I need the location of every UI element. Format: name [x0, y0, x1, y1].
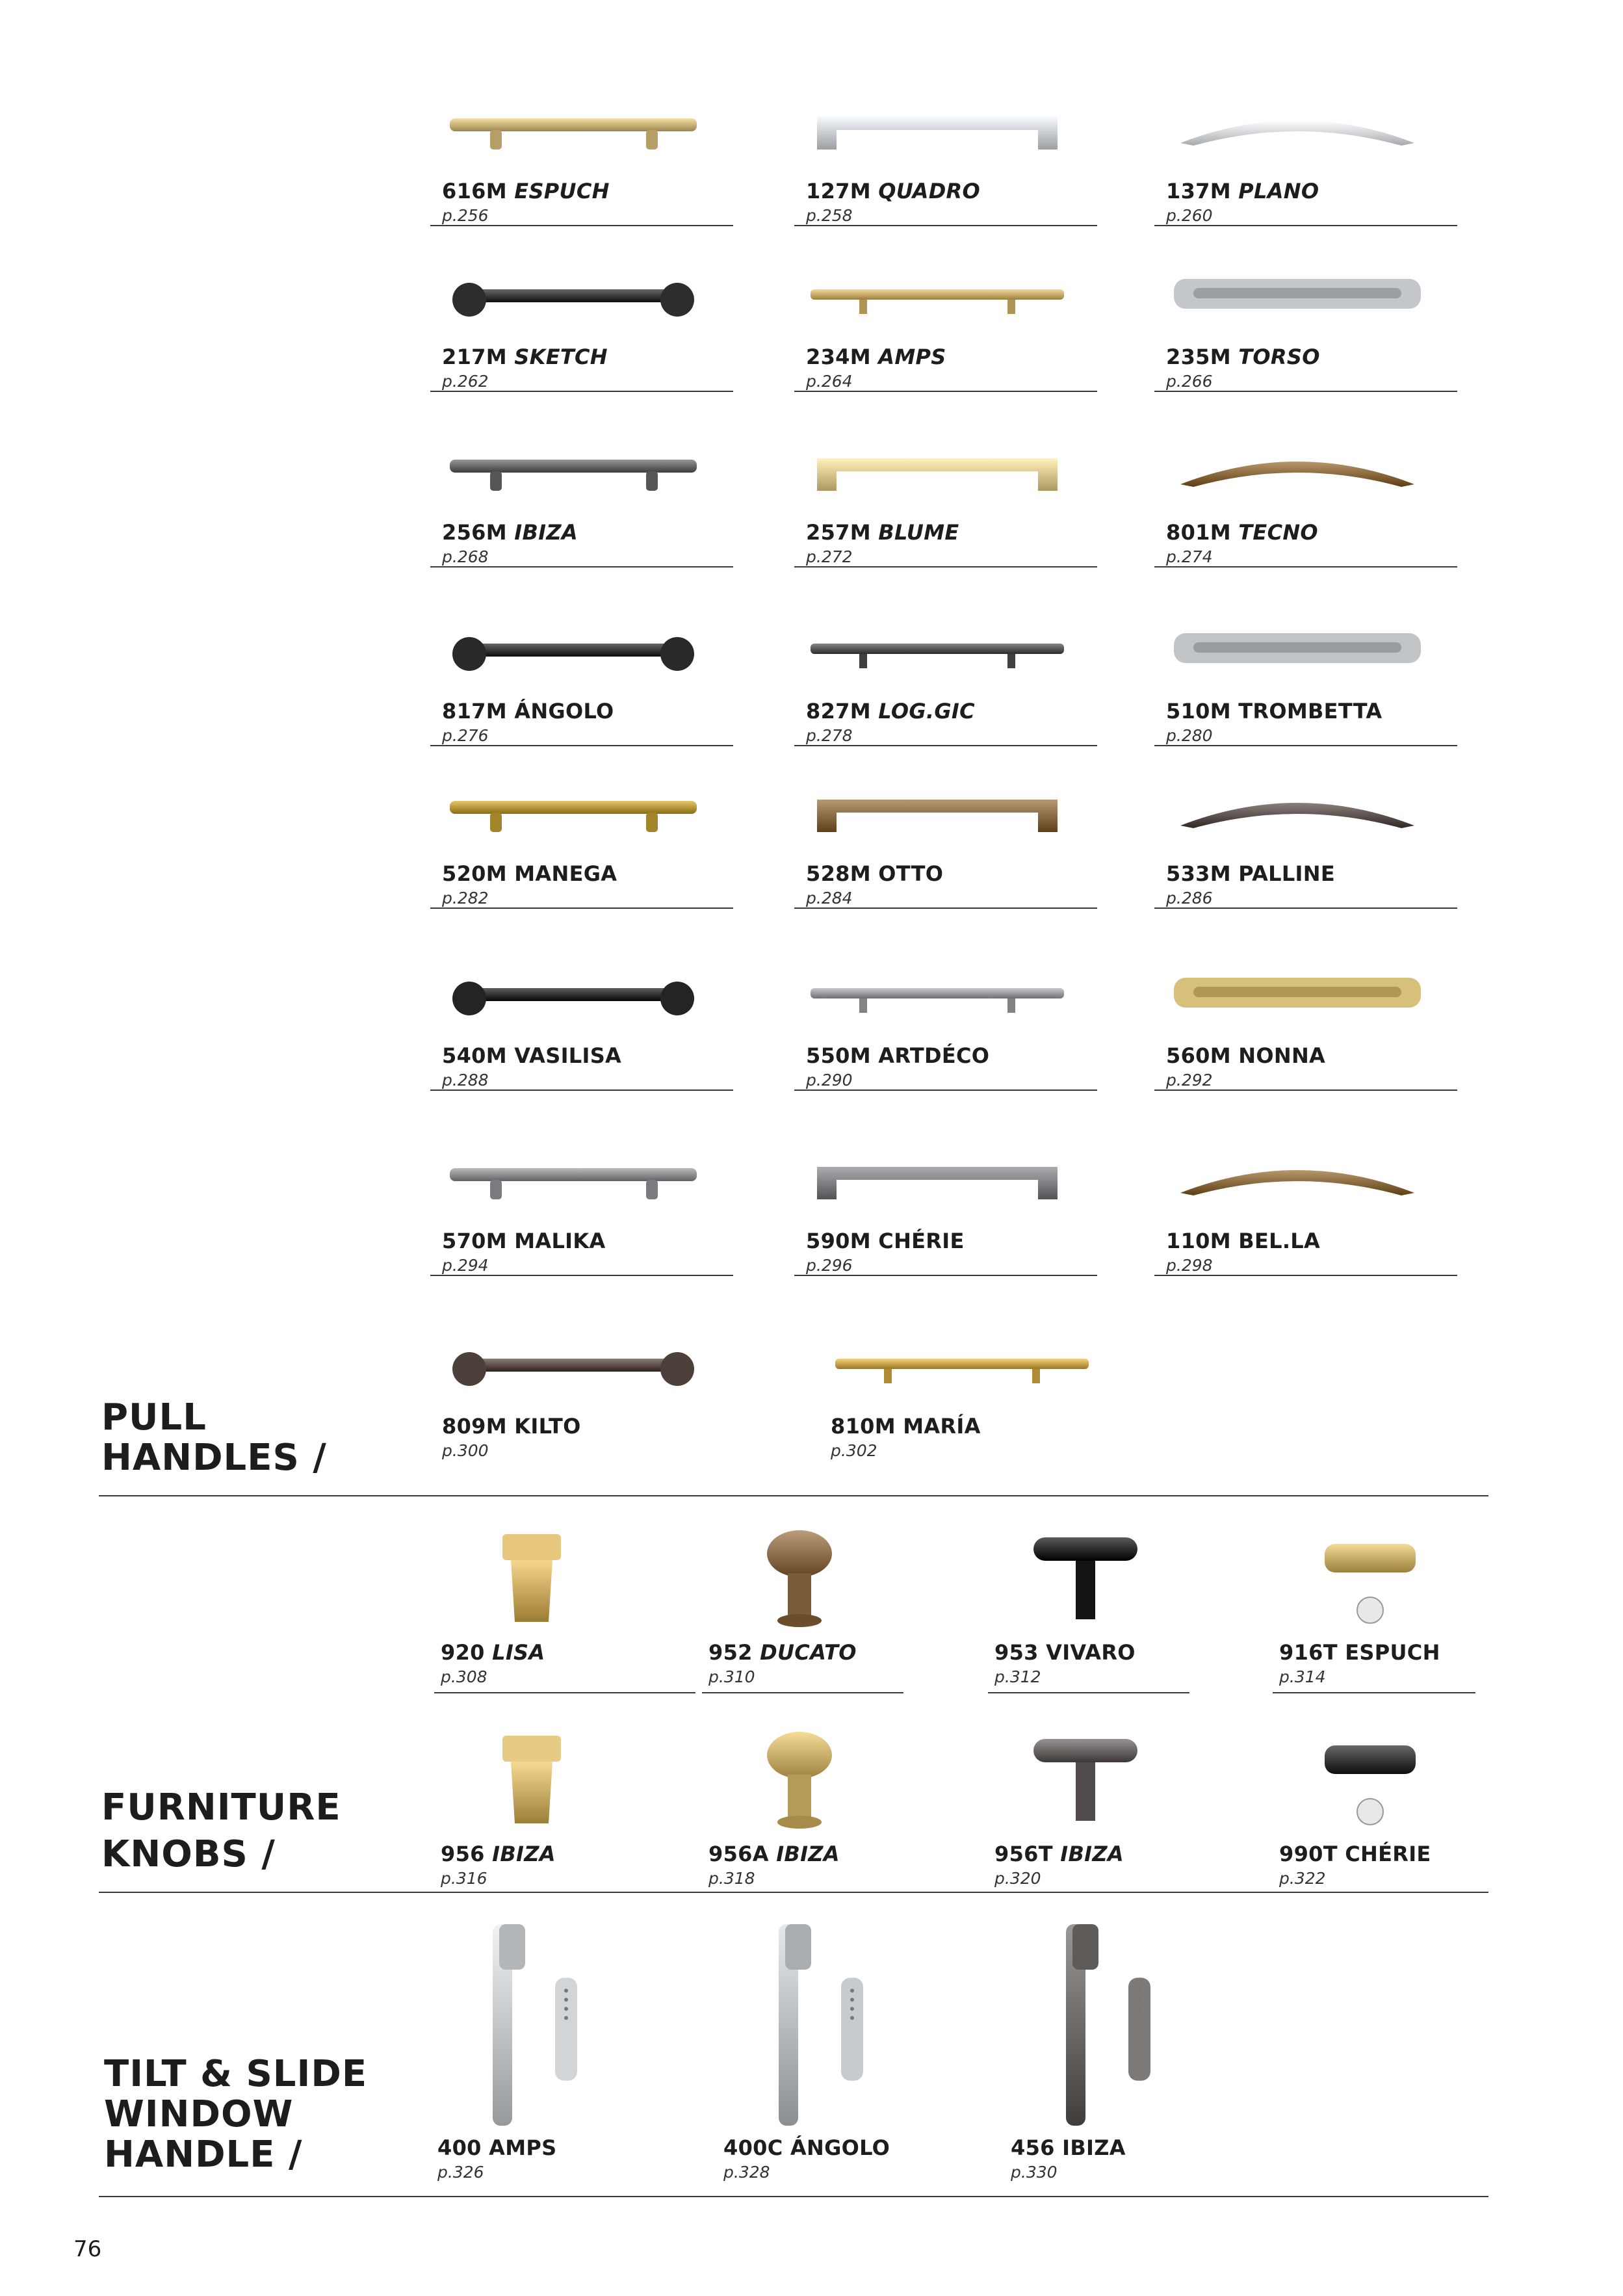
product-model: CHÉRIE — [878, 1229, 965, 1253]
product-model: ÁNGOLO — [514, 699, 614, 724]
page-number: 76 — [73, 2236, 102, 2262]
pull-handle-image — [807, 956, 1067, 1034]
product-page-ref: p.284 — [806, 889, 853, 907]
product-name — [442, 520, 578, 545]
product-code: 916T — [1279, 1640, 1345, 1665]
item-underline — [794, 566, 1097, 567]
product-name — [1166, 345, 1320, 369]
product-code: 827M — [806, 699, 879, 724]
product-name — [708, 1640, 857, 1665]
pull-handle-image — [1167, 774, 1427, 852]
pull-handle-image — [443, 91, 703, 169]
product-model: PLANO — [1238, 179, 1319, 203]
knob-image — [1014, 1524, 1157, 1628]
product-model: OTTO — [878, 861, 944, 886]
product-name — [994, 1640, 1136, 1665]
knob-image — [460, 1524, 603, 1628]
product-code: 953 — [994, 1640, 1046, 1665]
product-name — [1279, 1842, 1431, 1866]
pull-handle-image — [1167, 257, 1427, 335]
product-code: 110M — [1166, 1229, 1239, 1253]
product-code: 528M — [806, 861, 879, 886]
product-page-ref: p.278 — [806, 726, 853, 745]
pull-handle-image — [1167, 611, 1427, 689]
product-model: IBIZA — [1062, 2135, 1126, 2160]
item-underline — [1154, 225, 1457, 226]
product-model: TECNO — [1238, 520, 1318, 545]
product-model: IBIZA — [1060, 1842, 1124, 1866]
product-code: 540M — [442, 1043, 515, 1068]
item-underline — [794, 1089, 1097, 1091]
product-page-ref: p.294 — [442, 1256, 489, 1275]
product-code: 137M — [1166, 179, 1239, 203]
section-title-line: PULL — [101, 1396, 207, 1439]
product-page-ref: p.312 — [994, 1667, 1041, 1686]
product-page-ref: p.258 — [806, 206, 853, 225]
pull-handle-image — [1167, 1141, 1427, 1219]
item-underline — [430, 391, 733, 392]
product-page-ref: p.308 — [441, 1667, 487, 1686]
item-underline — [430, 566, 733, 567]
knob-image — [1299, 1726, 1442, 1830]
product-code: 990T — [1279, 1842, 1345, 1866]
product-name — [442, 699, 614, 724]
item-underline — [1154, 1089, 1457, 1091]
pull-handle-image — [807, 432, 1067, 510]
product-name — [442, 1043, 621, 1068]
section-title-line: WINDOW — [104, 2093, 294, 2135]
product-name — [441, 1640, 545, 1665]
product-name — [442, 345, 608, 369]
product-name — [1166, 179, 1319, 203]
section-divider — [99, 1495, 1488, 1496]
product-page-ref: p.292 — [1166, 1071, 1213, 1089]
pull-handle-image — [443, 611, 703, 689]
product-page-ref: p.282 — [442, 889, 489, 907]
knob-image — [1299, 1524, 1442, 1628]
pull-handle-image — [443, 432, 703, 510]
item-underline — [430, 907, 733, 909]
product-page-ref: p.260 — [1166, 206, 1213, 225]
pull-handle-image — [443, 1326, 703, 1404]
product-name — [442, 179, 610, 203]
product-name — [441, 1842, 556, 1866]
knob-image — [728, 1726, 871, 1830]
product-code: 400 — [437, 2135, 489, 2160]
product-model: ÁNGOLO — [790, 2135, 890, 2160]
product-model: AMPS — [878, 345, 946, 369]
item-underline — [430, 1089, 733, 1091]
item-underline — [794, 907, 1097, 909]
product-name — [708, 1842, 840, 1866]
item-underline — [430, 1275, 733, 1276]
product-code: 817M — [442, 699, 515, 724]
product-name — [1166, 861, 1335, 886]
pull-handle-image — [807, 774, 1067, 852]
product-name — [1166, 1043, 1325, 1068]
product-page-ref: p.298 — [1166, 1256, 1213, 1275]
pull-handle-image — [832, 1326, 1092, 1404]
product-model: PALLINE — [1238, 861, 1335, 886]
product-page-ref: p.300 — [442, 1441, 489, 1460]
window-handle-image — [434, 1918, 629, 2132]
item-underline — [1273, 1692, 1475, 1693]
product-name — [806, 179, 980, 203]
product-model: BEL.LA — [1238, 1229, 1321, 1253]
product-code: 400C — [723, 2135, 790, 2160]
window-handle-image — [1007, 1918, 1202, 2132]
product-page-ref: p.314 — [1279, 1667, 1326, 1686]
product-model: DUCATO — [760, 1640, 857, 1665]
product-model: MARÍA — [903, 1414, 981, 1439]
product-page-ref: p.276 — [442, 726, 489, 745]
product-model: BLUME — [878, 520, 959, 545]
item-underline — [988, 1692, 1189, 1693]
product-name — [806, 1043, 989, 1068]
product-model: LISA — [492, 1640, 545, 1665]
item-underline — [794, 225, 1097, 226]
pull-handle-image — [807, 611, 1067, 689]
product-model: TORSO — [1238, 345, 1320, 369]
pull-handle-image — [807, 91, 1067, 169]
section-divider — [99, 1892, 1488, 1893]
product-code: 217M — [442, 345, 515, 369]
product-code: 234M — [806, 345, 879, 369]
product-page-ref: p.288 — [442, 1071, 489, 1089]
product-model: TROMBETTA — [1238, 699, 1383, 724]
pull-handle-image — [443, 1141, 703, 1219]
product-name — [806, 520, 959, 545]
product-model: IBIZA — [776, 1842, 840, 1866]
product-code: 235M — [1166, 345, 1239, 369]
product-model: MANEGA — [514, 861, 617, 886]
product-name — [1166, 520, 1318, 545]
window-handle-image — [720, 1918, 915, 2132]
product-model: IBIZA — [492, 1842, 556, 1866]
item-underline — [434, 1692, 695, 1693]
pull-handle-image — [1167, 956, 1427, 1034]
product-page-ref: p.320 — [994, 1869, 1041, 1888]
product-name — [1166, 1229, 1320, 1253]
knob-image — [460, 1726, 603, 1830]
product-name — [437, 2135, 556, 2160]
product-code: 257M — [806, 520, 879, 545]
section-divider — [99, 2196, 1488, 2197]
product-code: 952 — [708, 1640, 760, 1665]
pull-handle-image — [443, 956, 703, 1034]
product-model: VIVARO — [1046, 1640, 1136, 1665]
product-page-ref: p.330 — [1011, 2163, 1058, 2182]
product-name — [806, 861, 943, 886]
item-underline — [1154, 391, 1457, 392]
product-page-ref: p.280 — [1166, 726, 1213, 745]
section-title-line: HANDLES / — [101, 1437, 327, 1479]
item-underline — [1154, 745, 1457, 746]
product-name — [994, 1842, 1124, 1866]
item-underline — [1154, 907, 1457, 909]
item-underline — [430, 225, 733, 226]
product-code: 550M — [806, 1043, 879, 1068]
product-model: IBIZA — [514, 520, 578, 545]
product-code: 533M — [1166, 861, 1239, 886]
product-page-ref: p.286 — [1166, 889, 1213, 907]
item-underline — [794, 745, 1097, 746]
knob-image — [728, 1524, 871, 1628]
product-model: NONNA — [1238, 1043, 1326, 1068]
product-page-ref: p.266 — [1166, 372, 1213, 391]
pull-handle-image — [807, 257, 1067, 335]
product-page-ref: p.302 — [831, 1441, 877, 1460]
product-page-ref: p.290 — [806, 1071, 853, 1089]
product-model: KILTO — [514, 1414, 581, 1439]
product-name — [1166, 699, 1382, 724]
product-page-ref: p.318 — [708, 1869, 755, 1888]
product-code: 510M — [1166, 699, 1239, 724]
product-name — [806, 345, 946, 369]
product-code: 956 — [441, 1842, 493, 1866]
item-underline — [702, 1692, 903, 1693]
product-code: 127M — [806, 179, 879, 203]
product-name — [806, 1229, 965, 1253]
product-page-ref: p.256 — [442, 206, 489, 225]
pull-handle-image — [443, 257, 703, 335]
product-model: ARTDÉCO — [878, 1043, 990, 1068]
product-page-ref: p.310 — [708, 1667, 755, 1686]
product-model: ESPUCH — [514, 179, 610, 203]
section-title-line: KNOBS / — [101, 1833, 276, 1875]
section-title-window-handle — [104, 2054, 367, 2175]
product-model: MALIKA — [514, 1229, 606, 1253]
product-page-ref: p.296 — [806, 1256, 853, 1275]
product-model: CHÉRIE — [1345, 1842, 1431, 1866]
pull-handle-image — [1167, 91, 1427, 169]
product-name — [442, 861, 617, 886]
product-model: QUADRO — [878, 179, 981, 203]
product-page-ref: p.268 — [442, 547, 489, 566]
product-model: LOG.GIC — [878, 699, 975, 724]
product-code: 560M — [1166, 1043, 1239, 1068]
item-underline — [1154, 1275, 1457, 1276]
product-code: 956A — [708, 1842, 777, 1866]
product-model: SKETCH — [514, 345, 608, 369]
product-code: 810M — [831, 1414, 903, 1439]
section-title-line: HANDLE / — [104, 2133, 303, 2176]
product-name — [442, 1414, 581, 1439]
product-name — [442, 1229, 606, 1253]
product-name — [806, 699, 975, 724]
pull-handle-image — [443, 774, 703, 852]
item-underline — [1154, 566, 1457, 567]
product-name — [831, 1414, 981, 1439]
product-page-ref: p.262 — [442, 372, 489, 391]
product-code: 809M — [442, 1414, 515, 1439]
section-title-furniture-knobs — [101, 1784, 341, 1878]
product-page-ref: p.272 — [806, 547, 853, 566]
product-code: 616M — [442, 179, 515, 203]
product-page-ref: p.322 — [1279, 1869, 1326, 1888]
product-name — [1011, 2135, 1126, 2160]
product-page-ref: p.264 — [806, 372, 853, 391]
product-code: 801M — [1166, 520, 1239, 545]
item-underline — [794, 391, 1097, 392]
product-name — [723, 2135, 890, 2160]
product-model: VASILISA — [514, 1043, 622, 1068]
pull-handle-image — [1167, 432, 1427, 510]
product-code: 920 — [441, 1640, 493, 1665]
product-model: ESPUCH — [1345, 1640, 1440, 1665]
product-page-ref: p.316 — [441, 1869, 487, 1888]
product-page-ref: p.326 — [437, 2163, 484, 2182]
product-code: 456 — [1011, 2135, 1063, 2160]
item-underline — [794, 1275, 1097, 1276]
product-page-ref: p.328 — [723, 2163, 770, 2182]
product-page-ref: p.274 — [1166, 547, 1213, 566]
product-code: 520M — [442, 861, 515, 886]
product-model: AMPS — [489, 2135, 557, 2160]
section-title-line: FURNITURE — [101, 1786, 341, 1829]
product-code: 590M — [806, 1229, 879, 1253]
knob-image — [1014, 1726, 1157, 1830]
pull-handle-image — [807, 1141, 1067, 1219]
product-code: 570M — [442, 1229, 515, 1253]
product-code: 956T — [994, 1842, 1061, 1866]
product-name — [1279, 1640, 1440, 1665]
section-title-pull-handles — [101, 1398, 327, 1478]
section-title-line: TILT & SLIDE — [104, 2053, 368, 2095]
item-underline — [430, 745, 733, 746]
product-code: 256M — [442, 520, 515, 545]
